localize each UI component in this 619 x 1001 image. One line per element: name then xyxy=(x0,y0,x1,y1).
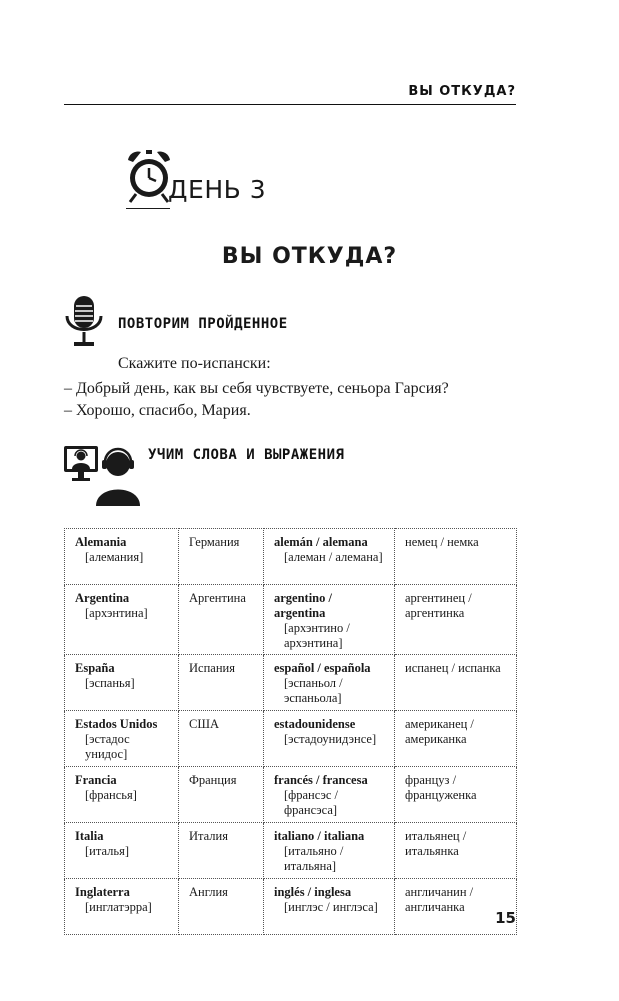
nationality-es-transcription: [инглэс / инглэса] xyxy=(284,900,378,914)
table-cell xyxy=(179,767,264,823)
table-row xyxy=(65,711,517,767)
country-ru: Германия xyxy=(189,535,240,549)
country-es-transcription: [алемания] xyxy=(85,550,144,564)
table-cell xyxy=(179,823,264,879)
nationality-es: alemán / alemana xyxy=(274,535,368,549)
country-ru: США xyxy=(189,717,219,731)
header-rule xyxy=(64,104,516,105)
table-cell xyxy=(264,585,395,655)
table-cell xyxy=(264,655,395,711)
nationality-es: español / española xyxy=(274,661,371,675)
nationality-es: argentino / argentina xyxy=(274,591,332,620)
table-cell xyxy=(264,879,395,935)
alarm-clock-icon xyxy=(124,146,174,208)
table-cell xyxy=(179,711,264,767)
nationality-es-transcription: [франсэс / франсэса] xyxy=(284,788,338,817)
running-head: ВЫ ОТКУДА? xyxy=(408,84,516,99)
table-cell xyxy=(395,823,517,879)
nationality-es-transcription: [эспаньол / эспаньола] xyxy=(284,676,343,705)
table-row xyxy=(65,529,517,585)
review-line-2: – Хорошо, спасибо, Мария. xyxy=(64,402,251,419)
country-es: Francia xyxy=(75,773,117,787)
table-row xyxy=(65,585,517,655)
table-cell xyxy=(395,529,517,585)
nationality-es: inglés / inglesa xyxy=(274,885,352,899)
nationality-ru: немец / немка xyxy=(405,535,479,549)
review-heading: ПОВТОРИМ ПРОЙДЕННОЕ xyxy=(118,316,288,332)
microphone-icon xyxy=(62,294,106,350)
table-cell xyxy=(395,655,517,711)
country-es-transcription: [эстадос унидос] xyxy=(85,732,130,761)
day-underline xyxy=(126,208,170,209)
table-cell xyxy=(179,655,264,711)
table-cell xyxy=(395,711,517,767)
review-line-1: – Добрый день, как вы себя чувствуете, сеньора Гарсия? xyxy=(64,380,449,397)
country-ru: Франция xyxy=(189,773,237,787)
nationality-es: estadounidense xyxy=(274,717,356,731)
vocab-heading: УЧИМ СЛОВА И ВЫРАЖЕНИЯ xyxy=(148,447,345,463)
country-es: Argentina xyxy=(75,591,130,605)
nationality-es-transcription: [архэнтино / архэнтина] xyxy=(284,621,350,650)
page-title: ВЫ ОТКУДА? xyxy=(221,244,398,269)
nationality-es: francés / francesa xyxy=(274,773,368,787)
table-cell xyxy=(65,655,179,711)
country-es-transcription: [франсья] xyxy=(85,788,137,802)
table-cell xyxy=(179,879,264,935)
table-cell xyxy=(395,767,517,823)
table-cell xyxy=(65,823,179,879)
table-cell xyxy=(264,823,395,879)
nationality-ru: американец / американка xyxy=(405,717,474,746)
review-prompt: Скажите по-испански: xyxy=(118,355,271,372)
country-es: Estados Unidos xyxy=(75,717,158,731)
day-label: ДЕНЬ 3 xyxy=(168,175,267,204)
table-cell xyxy=(264,767,395,823)
nationality-ru: итальянец / итальянка xyxy=(405,829,467,858)
nationality-ru: испанец / испанка xyxy=(405,661,501,675)
table-cell xyxy=(65,585,179,655)
table-cell xyxy=(179,529,264,585)
table-cell xyxy=(264,529,395,585)
table-cell xyxy=(65,529,179,585)
table-cell xyxy=(264,711,395,767)
country-es-transcription: [инглатэрра] xyxy=(85,900,152,914)
nationality-es-transcription: [итальяно / итальяна] xyxy=(284,844,344,873)
table-cell xyxy=(395,585,517,655)
country-ru: Аргентина xyxy=(189,591,246,605)
table-cell xyxy=(65,711,179,767)
country-es: Italia xyxy=(75,829,104,843)
country-es: Alemania xyxy=(75,535,127,549)
nationality-ru: англичанин / англичанка xyxy=(405,885,474,914)
table-row xyxy=(65,655,517,711)
country-es-transcription: [эспанья] xyxy=(85,676,135,690)
video-lesson-icon xyxy=(62,440,140,508)
country-es: España xyxy=(75,661,115,675)
table-cell xyxy=(65,879,179,935)
nationality-ru: аргентинец / аргентинка xyxy=(405,591,472,620)
country-es: Inglaterra xyxy=(75,885,130,899)
table-cell xyxy=(179,585,264,655)
nationality-es: italiano / italiana xyxy=(274,829,365,843)
table-cell xyxy=(65,767,179,823)
table-row xyxy=(65,823,517,879)
nationality-es-transcription: [эстадоунидэнсе] xyxy=(284,732,377,746)
page-number: 15 xyxy=(495,909,516,927)
vocab-table xyxy=(64,528,517,935)
country-ru: Италия xyxy=(189,829,228,843)
country-ru: Испания xyxy=(189,661,235,675)
table-row xyxy=(65,879,517,935)
country-es-transcription: [архэнтина] xyxy=(85,606,148,620)
table-row xyxy=(65,767,517,823)
country-ru: Англия xyxy=(189,885,228,899)
country-es-transcription: [италья] xyxy=(85,844,129,858)
nationality-ru: француз / француженка xyxy=(405,773,477,802)
nationality-es-transcription: [алеман / алемана] xyxy=(284,550,383,564)
